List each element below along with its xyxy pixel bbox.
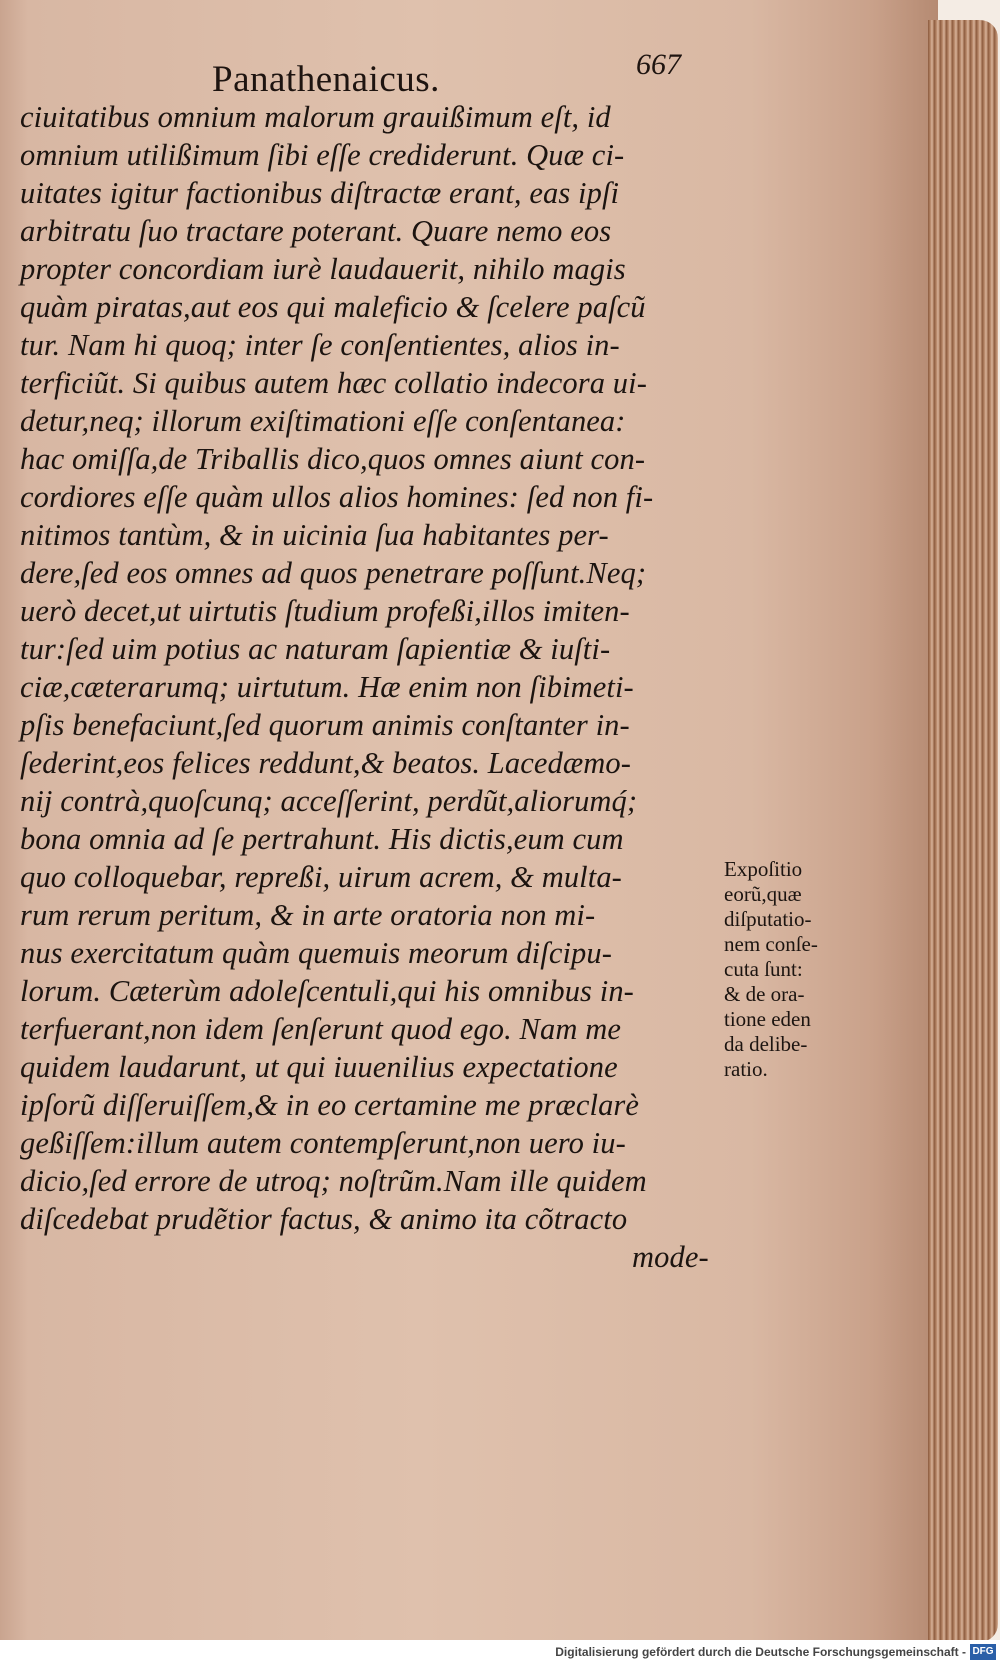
text-line: quo colloquebar, repreßi, uirum acrem, & multa- [20,860,622,894]
footer-bar [0,1640,1000,1666]
text-line: ciuitatibus omnium malorum grauißimum eſt, id [20,100,611,134]
text-line: nitimos tantùm, & in uicinia ſua habitantes per- [20,518,609,552]
text-line: uitates igitur factionibus diſtractæ erant, eas ipſi [20,176,620,210]
margin-note-line: ratio. [724,1057,768,1081]
text-line: terfuerant,non idem ſenſerunt quod ego. Nam me [20,1012,621,1046]
text-line: dere,ſed eos omnes ad quos penetrare poſſunt.Neq; [20,556,647,590]
text-line: nij contrà,quoſcunq; acceſſerint, perdũt,aliorumq́; [20,784,638,818]
text-line: omnium utilißimum ſibi eſſe crediderunt. Quæ ci- [20,138,625,172]
text-line: tur. Nam hi quoq; inter ſe conſentientes, alios in- [20,328,620,362]
margin-note-line: & de ora- [724,982,805,1006]
page-stack-edge [928,20,998,1642]
text-line: terficiũt. Si quibus autem hæc collatio indecora ui- [20,366,647,400]
catchword: mode- [632,1240,709,1274]
text-line: diſcedebat prudẽtior factus, & animo ita cõtracto [20,1202,628,1236]
text-line: geßiſſem:illum autem contempſerunt,non uero iu- [20,1126,626,1160]
text-line: ciæ,cæterarumq; uirtutum. Hæ enim non ſibimeti- [20,670,634,704]
text-line: quàm piratas,aut eos qui maleficio & ſcelere paſcũ [20,290,646,324]
margin-note-line: tione eden [724,1007,811,1031]
text-line: nus exercitatum quàm quemuis meorum diſcipu- [20,936,612,970]
margin-note-line: nem conſe- [724,932,818,956]
text-line: arbitratu ſuo tractare poterant. Quare nemo eos [20,214,612,248]
text-line: detur,neq; illorum exiſtimationi eſſe conſentanea: [20,404,626,438]
text-line: bona omnia ad ſe pertrahunt. His dictis,eum cum [20,822,624,856]
running-head: Panathenaicus. [212,59,440,100]
text-line: tur:ſed uim potius ac naturam ſapientiæ & iuſti- [20,632,611,666]
text-line: rum rerum peritum, & in arte oratoria non mi- [20,898,596,932]
margin-note-line: da delibe- [724,1032,808,1056]
text-line: lorum. Cæterùm adoleſcentuli,qui his omnibus in- [20,974,634,1008]
text-line: propter concordiam iurè laudauerit, nihilo magis [20,252,626,286]
funding-credit: Digitalisierung gefördert durch die Deutsche Forschungsgemeinschaft - [555,1645,966,1659]
margin-note-line: diſputatio- [724,907,812,931]
margin-note-line: cuta ſunt: [724,957,803,981]
margin-note-line: Expoſitio [724,857,803,881]
text-line: ſederint,eos felices reddunt,& beatos. Lacedæmo- [20,746,632,780]
text-line: uerò decet,ut uirtutis ſtudium profeßi,illos imiten- [20,594,630,628]
text-line: hac omiſſa,de Triballis dico,quos omnes aiunt con- [20,442,646,476]
text-line: cordiores eſſe quàm ullos alios homines: ſed non fi- [20,480,654,514]
margin-note-line: eorũ,quæ [724,882,802,906]
dfg-logo-icon: DFG [970,1644,996,1660]
text-line: dicio,ſed errore de utroq; noſtrũm.Nam ille quidem [20,1164,647,1198]
text-line: quidem laudarunt, ut qui iuuenilius expectatione [20,1050,618,1084]
text-line: pſis benefaciunt,ſed quorum animis conſtanter in- [20,708,630,742]
text-line: ipſorũ diſſeruiſſem,& in eo certamine me præclarè [20,1088,640,1122]
page-number: 667 [636,48,681,81]
